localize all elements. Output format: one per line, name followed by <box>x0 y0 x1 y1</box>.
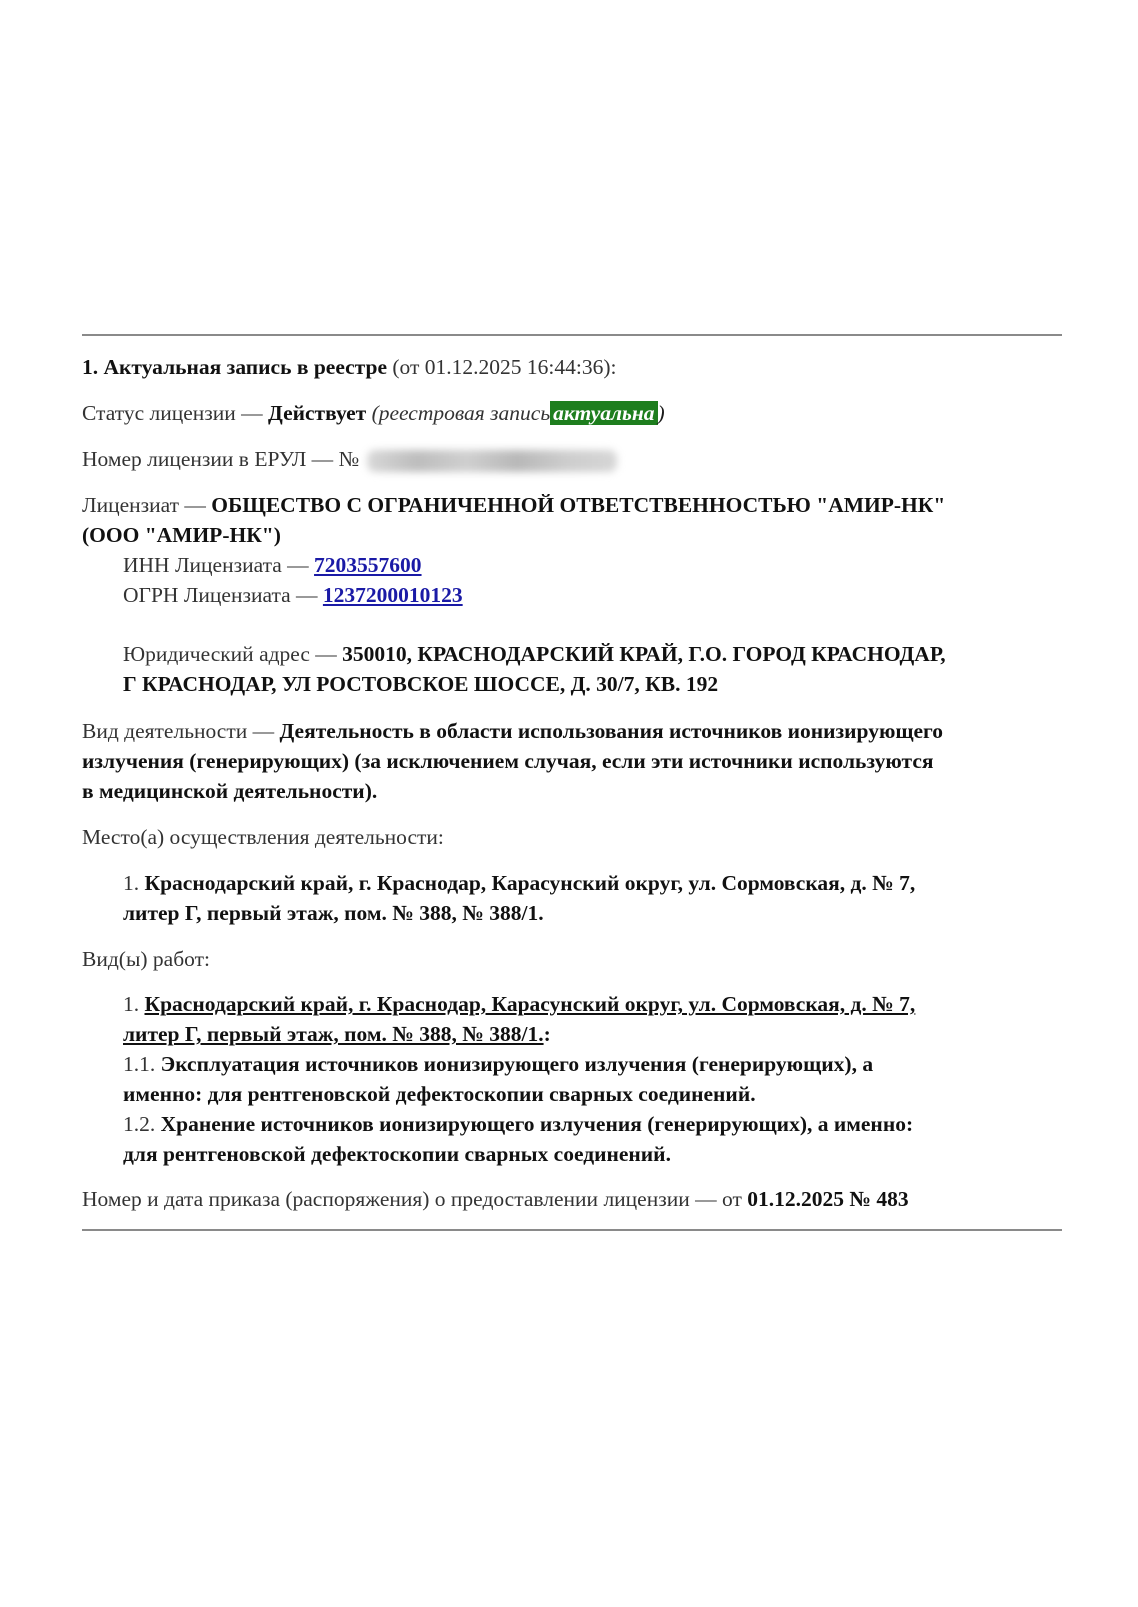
license-status: Статус лицензии — Действует (реестровая запись актуальна ) <box>82 401 665 425</box>
ogrn-row: ОГРН Лицензиата — 1237200010123 <box>123 583 463 607</box>
record-heading: 1. Актуальная запись в реестре (от 01.12.2025 16:44:36): <box>82 355 617 379</box>
works-place: 1. Краснодарский край, г. Краснодар, Карасунский округ, ул. Сормовская, д. № 7, <box>123 992 916 1016</box>
places-label: Место(а) осуществления деятельности: <box>82 825 444 849</box>
inn-row: ИНН Лицензиата — 7203557600 <box>123 553 422 577</box>
order-info: Номер и дата приказа (распоряжения) о предоставлении лицензии — от 01.12.2025 № 483 <box>82 1187 909 1211</box>
record-title: Актуальная запись в реестре <box>103 355 387 379</box>
license-number: Номер лицензии в ЕРУЛ — № <box>82 447 617 472</box>
order-value: 01.12.2025 № 483 <box>747 1187 909 1211</box>
place-item: 1. Краснодарский край, г. Краснодар, Карасунский округ, ул. Сормовская, д. № 7, <box>123 871 916 895</box>
legal-address: Юридический адрес — 350010, КРАСНОДАРСКИЙ КРАЙ, Г.О. ГОРОД КРАСНОДАР, <box>123 642 946 666</box>
bottom-divider <box>82 1229 1062 1231</box>
ogrn-link[interactable]: 1237200010123 <box>322 583 463 607</box>
activity-type: Вид деятельности — Деятельность в области использования источников ионизирующего <box>82 719 944 743</box>
record-date: (от 01.12.2025 16:44:36): <box>392 355 617 379</box>
inn-link[interactable]: 7203557600 <box>314 553 422 577</box>
work-item: 1.1. Эксплуатация источников ионизирующего излучения (генерирующих), а <box>123 1052 874 1076</box>
works-label: Вид(ы) работ: <box>82 947 210 971</box>
work-item: 1.2. Хранение источников ионизирующего излучения (генерирующих), а именно: <box>123 1112 914 1136</box>
licensee-short-name: (ООО "АМИР-НК") <box>82 523 281 547</box>
licensee-name: ОБЩЕСТВО С ОГРАНИЧЕННОЙ ОТВЕТСТВЕННОСТЬЮ "АМИР-НК" <box>211 493 946 517</box>
status-value: Действует <box>268 401 367 425</box>
top-divider <box>82 334 1062 336</box>
licensee: Лицензиат — ОБЩЕСТВО С ОГРАНИЧЕННОЙ ОТВЕТСТВЕННОСТЬЮ "АМИР-НК" <box>82 493 946 517</box>
redacted-license-number <box>367 450 617 472</box>
status-badge: актуальна <box>550 401 657 425</box>
